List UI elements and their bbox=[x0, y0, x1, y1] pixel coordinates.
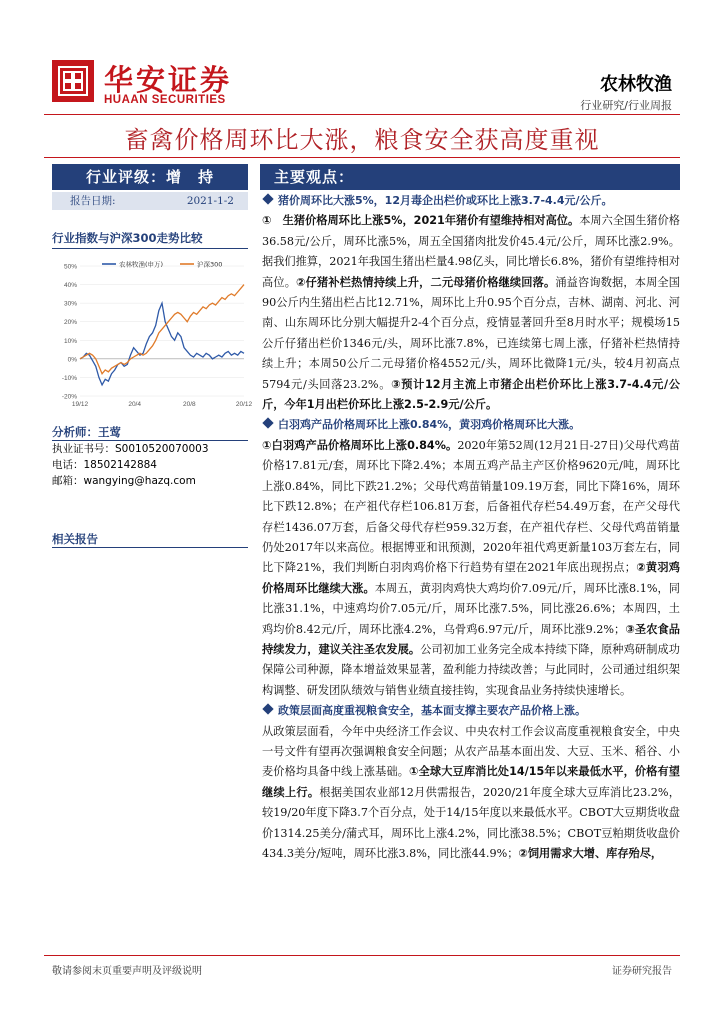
title-divider bbox=[44, 157, 680, 158]
report-date-label: 报告日期: bbox=[70, 195, 116, 207]
pig-point-2-body: 涌益咨询数据，本周全国90公斤内生猪出栏占比12.71%，周环比上升0.95个百分点，吉林、湖南、河北、河南、山东周环比分别大幅提升2-4个百分点，疫情显著回升至8月时水平；规模场15公斤仔猪出栏价1346元/头，周环比涨7.8%，已连续第七周上涨，仔猪补栏热情持续上升；本周50公斤二元母猪价格4552元/头，周环比微降1元/头，较4月初高点5794元/头回落23.2%。 bbox=[262, 275, 680, 391]
header-divider bbox=[44, 114, 680, 115]
poultry-point-2-body: 本周五，黄羽肉鸡快大鸡均价7.09元/斤，周环比涨8.1%，同比涨31.1%，中速鸡均价7.05元/斤，周环比涨7.5%，同比涨26.6%；本周四，土鸡均价8.42元/斤，周环比涨4.2%，乌骨鸡6.97元/斤，周环比涨9.2%； bbox=[262, 581, 680, 636]
industry-label: 农林牧渔 bbox=[600, 74, 672, 95]
analyst-email[interactable]: 邮箱：wangying@hazq.com bbox=[52, 475, 196, 487]
section-heading-grain-text: 政策层面高度重视粮食安全，基本面支撑主要农产品价格上涨。 bbox=[278, 704, 586, 718]
chart-legend-label: 农林牧渔(申万) bbox=[119, 260, 164, 269]
chart-y-tick-label: 20% bbox=[63, 319, 77, 327]
poultry-point-2: ②黄羽鸡价格周环比继续大涨。 bbox=[262, 561, 680, 595]
section-heading-pig-text: 猪价周环比大涨5%，12月毒企出栏价或环比上涨3.7-4.4元/公斤。 bbox=[278, 194, 613, 207]
section-heading-grain bbox=[262, 701, 680, 721]
footer-disclaimer[interactable]: 敬请参阅末页重要声明及评级说明 bbox=[52, 966, 202, 977]
chart-x-tick-label: 19/12 bbox=[71, 401, 89, 408]
brand-name-cn: 华安证券 bbox=[104, 63, 233, 97]
section-heading-poultry-text: 白羽鸡产品价格周环比上涨0.84%，黄羽鸡价格周环比大涨。 bbox=[278, 418, 581, 432]
chart-heading: 行业指数与沪深300走势比较 bbox=[52, 231, 203, 245]
analyst-heading-rule bbox=[52, 440, 248, 441]
pig-point-2: ②仔猪补栏热情持续上升，二元母猪价格继续回落。 bbox=[296, 275, 556, 289]
footer-divider bbox=[44, 955, 680, 956]
key-points-title: 主要观点： bbox=[274, 168, 355, 186]
pig-point-1: ① 生猪价格周环比上涨5%，2021年猪价有望维持相对高位。 bbox=[262, 214, 580, 228]
paragraph-pig bbox=[262, 211, 680, 415]
chart-svg bbox=[52, 256, 253, 416]
paragraph-pig-text bbox=[262, 211, 680, 415]
paragraph-poultry bbox=[262, 436, 680, 701]
paragraph-grain-text bbox=[262, 722, 680, 865]
chart-y-tick-label: -20% bbox=[61, 393, 77, 401]
report-date-value: 2021-1-2 bbox=[186, 195, 234, 207]
related-reports-heading: 相关报告 bbox=[52, 532, 98, 546]
related-reports-rule bbox=[52, 547, 248, 548]
chart-legend-label: 沪深300 bbox=[197, 260, 223, 269]
main-body bbox=[262, 191, 680, 864]
section-heading-pig bbox=[262, 191, 680, 211]
grain-point-1-body: 根据美国农业部12月供需报告，2020/21年度全球大豆库消比23.2%，较19/20年度下降3.7个百分点，处于14/15年度以来最低水平。CBOT大豆期货收盘价1314.25美分/蒲式耳，周环比上涨4.2%，同比涨38.5%；CBOT豆粕期货收盘价434.3美分/短吨，周环比涨3.8%，同比涨44.9%； bbox=[262, 785, 680, 860]
poultry-point-3: ③圣农食品持续发力，建议关注圣农发展。 bbox=[262, 622, 680, 656]
index-comparison-chart bbox=[52, 256, 253, 416]
bullet-diamond-icon bbox=[262, 703, 273, 714]
poultry-point-3-body: 公司初加工业务完全成本持续下降，原种鸡研制成功保障公司种源，降本增益效果显著，盈利能力持续改善；与此同时，公司通过组织架构调整、研发团队绩效与销售业绩直接挂钩，实现食品业务持续快速增长。 bbox=[262, 642, 680, 697]
paragraph-poultry-text bbox=[262, 436, 680, 701]
chart-x-tick-label: 20/12 bbox=[235, 401, 253, 408]
footer-report-label: 证券研究报告 bbox=[612, 966, 672, 977]
page-title: 畜禽价格周环比大涨，粮食安全获高度重视 bbox=[124, 126, 600, 154]
industry-rating: 行业评级：增 持 bbox=[52, 164, 248, 190]
bullet-diamond-icon bbox=[262, 418, 273, 429]
poultry-point-1-body: 2020年第52周(12月21日-27日)父母代鸡苗价格17.81元/套，周环比下降2.4%；本周五鸡产品主产区价格9620元/吨，周环比上涨0.84%，同比下跌21.2%；父母代鸡苗销量109.19万套，同比下降16%，周环比下跌12.8%；在产祖代存栏106.81万套，后备祖代存栏54.49万套，在产父母代存栏1436.07万套，后备父母代存栏959.32万套，在产祖代存栏、父母代鸡苗销量仍处2017年以来高位。根据博亚和讯预测，2020年祖代鸡更新量103万套左右，同比下降21%，我们判断白羽肉鸡价格下行趋势有望在2021年底出现拐点； bbox=[262, 438, 680, 575]
analyst-heading: 分析师：王莺 bbox=[52, 425, 121, 439]
chart-heading-rule bbox=[52, 248, 248, 249]
chart-y-tick-label: 30% bbox=[63, 300, 77, 308]
chart-y-tick-label: 0% bbox=[67, 356, 77, 364]
logo-mark bbox=[52, 60, 94, 102]
chart-series-line bbox=[80, 303, 244, 385]
analyst-phone: 电话：18502142884 bbox=[52, 459, 157, 471]
report-date-bar bbox=[52, 192, 248, 210]
grain-point-1: ①全球大豆库消比处14/15年以来最低水平，价格有望继续上行。 bbox=[262, 765, 680, 799]
bullet-diamond-icon bbox=[262, 193, 273, 204]
chart-x-tick-label: 20/8 bbox=[183, 401, 196, 408]
chart-series-line bbox=[80, 285, 244, 374]
chart-y-tick-label: 40% bbox=[63, 282, 77, 290]
chart-y-tick-label: 50% bbox=[63, 263, 77, 271]
paragraph-grain bbox=[262, 722, 680, 865]
grain-intro: 从政策层面看，今年中央经济工作会议、中央农村工作会议高度重视粮食安全，中央一号文件有望再次强调粮食安全问题；从农产品基本面出发、大豆、玉米、稻谷、小麦价格均具备中线上涨基础。 bbox=[262, 724, 680, 779]
grain-point-2: ②饲用需求大增、库存殆尽， bbox=[518, 847, 663, 860]
logo-seal-icon bbox=[58, 66, 88, 96]
poultry-point-1: ①白羽鸡产品价格周环比上涨0.84%。 bbox=[262, 438, 458, 452]
report-type: 行业研究/行业周报 bbox=[580, 99, 672, 112]
chart-y-tick-label: -10% bbox=[61, 374, 77, 382]
chart-y-tick-label: 10% bbox=[63, 337, 77, 345]
brand-name-en: HUAAN SECURITIES bbox=[104, 94, 226, 106]
chart-x-tick-label: 20/4 bbox=[128, 401, 141, 408]
pig-point-3: ③预计12月主流上市猪企出栏价环比上涨3.7-4.4元/公斤，今年1月出栏价环比上涨2.5-2.9元/公斤。 bbox=[262, 377, 680, 412]
key-points-header bbox=[260, 164, 680, 190]
section-heading-poultry bbox=[262, 415, 680, 435]
pig-point-1-body: 本周六全国生猪价格36.58元/公斤，周环比涨5%，周五全国猪肉批发价45.4元/公斤，周环比涨2.9%。据我们推算，2021年我国生猪出栏量4.98亿头，同比增长6.8%，猪价有望维持相对高位。 bbox=[262, 214, 680, 289]
analyst-cert: 执业证书号：S0010520070003 bbox=[52, 443, 209, 455]
